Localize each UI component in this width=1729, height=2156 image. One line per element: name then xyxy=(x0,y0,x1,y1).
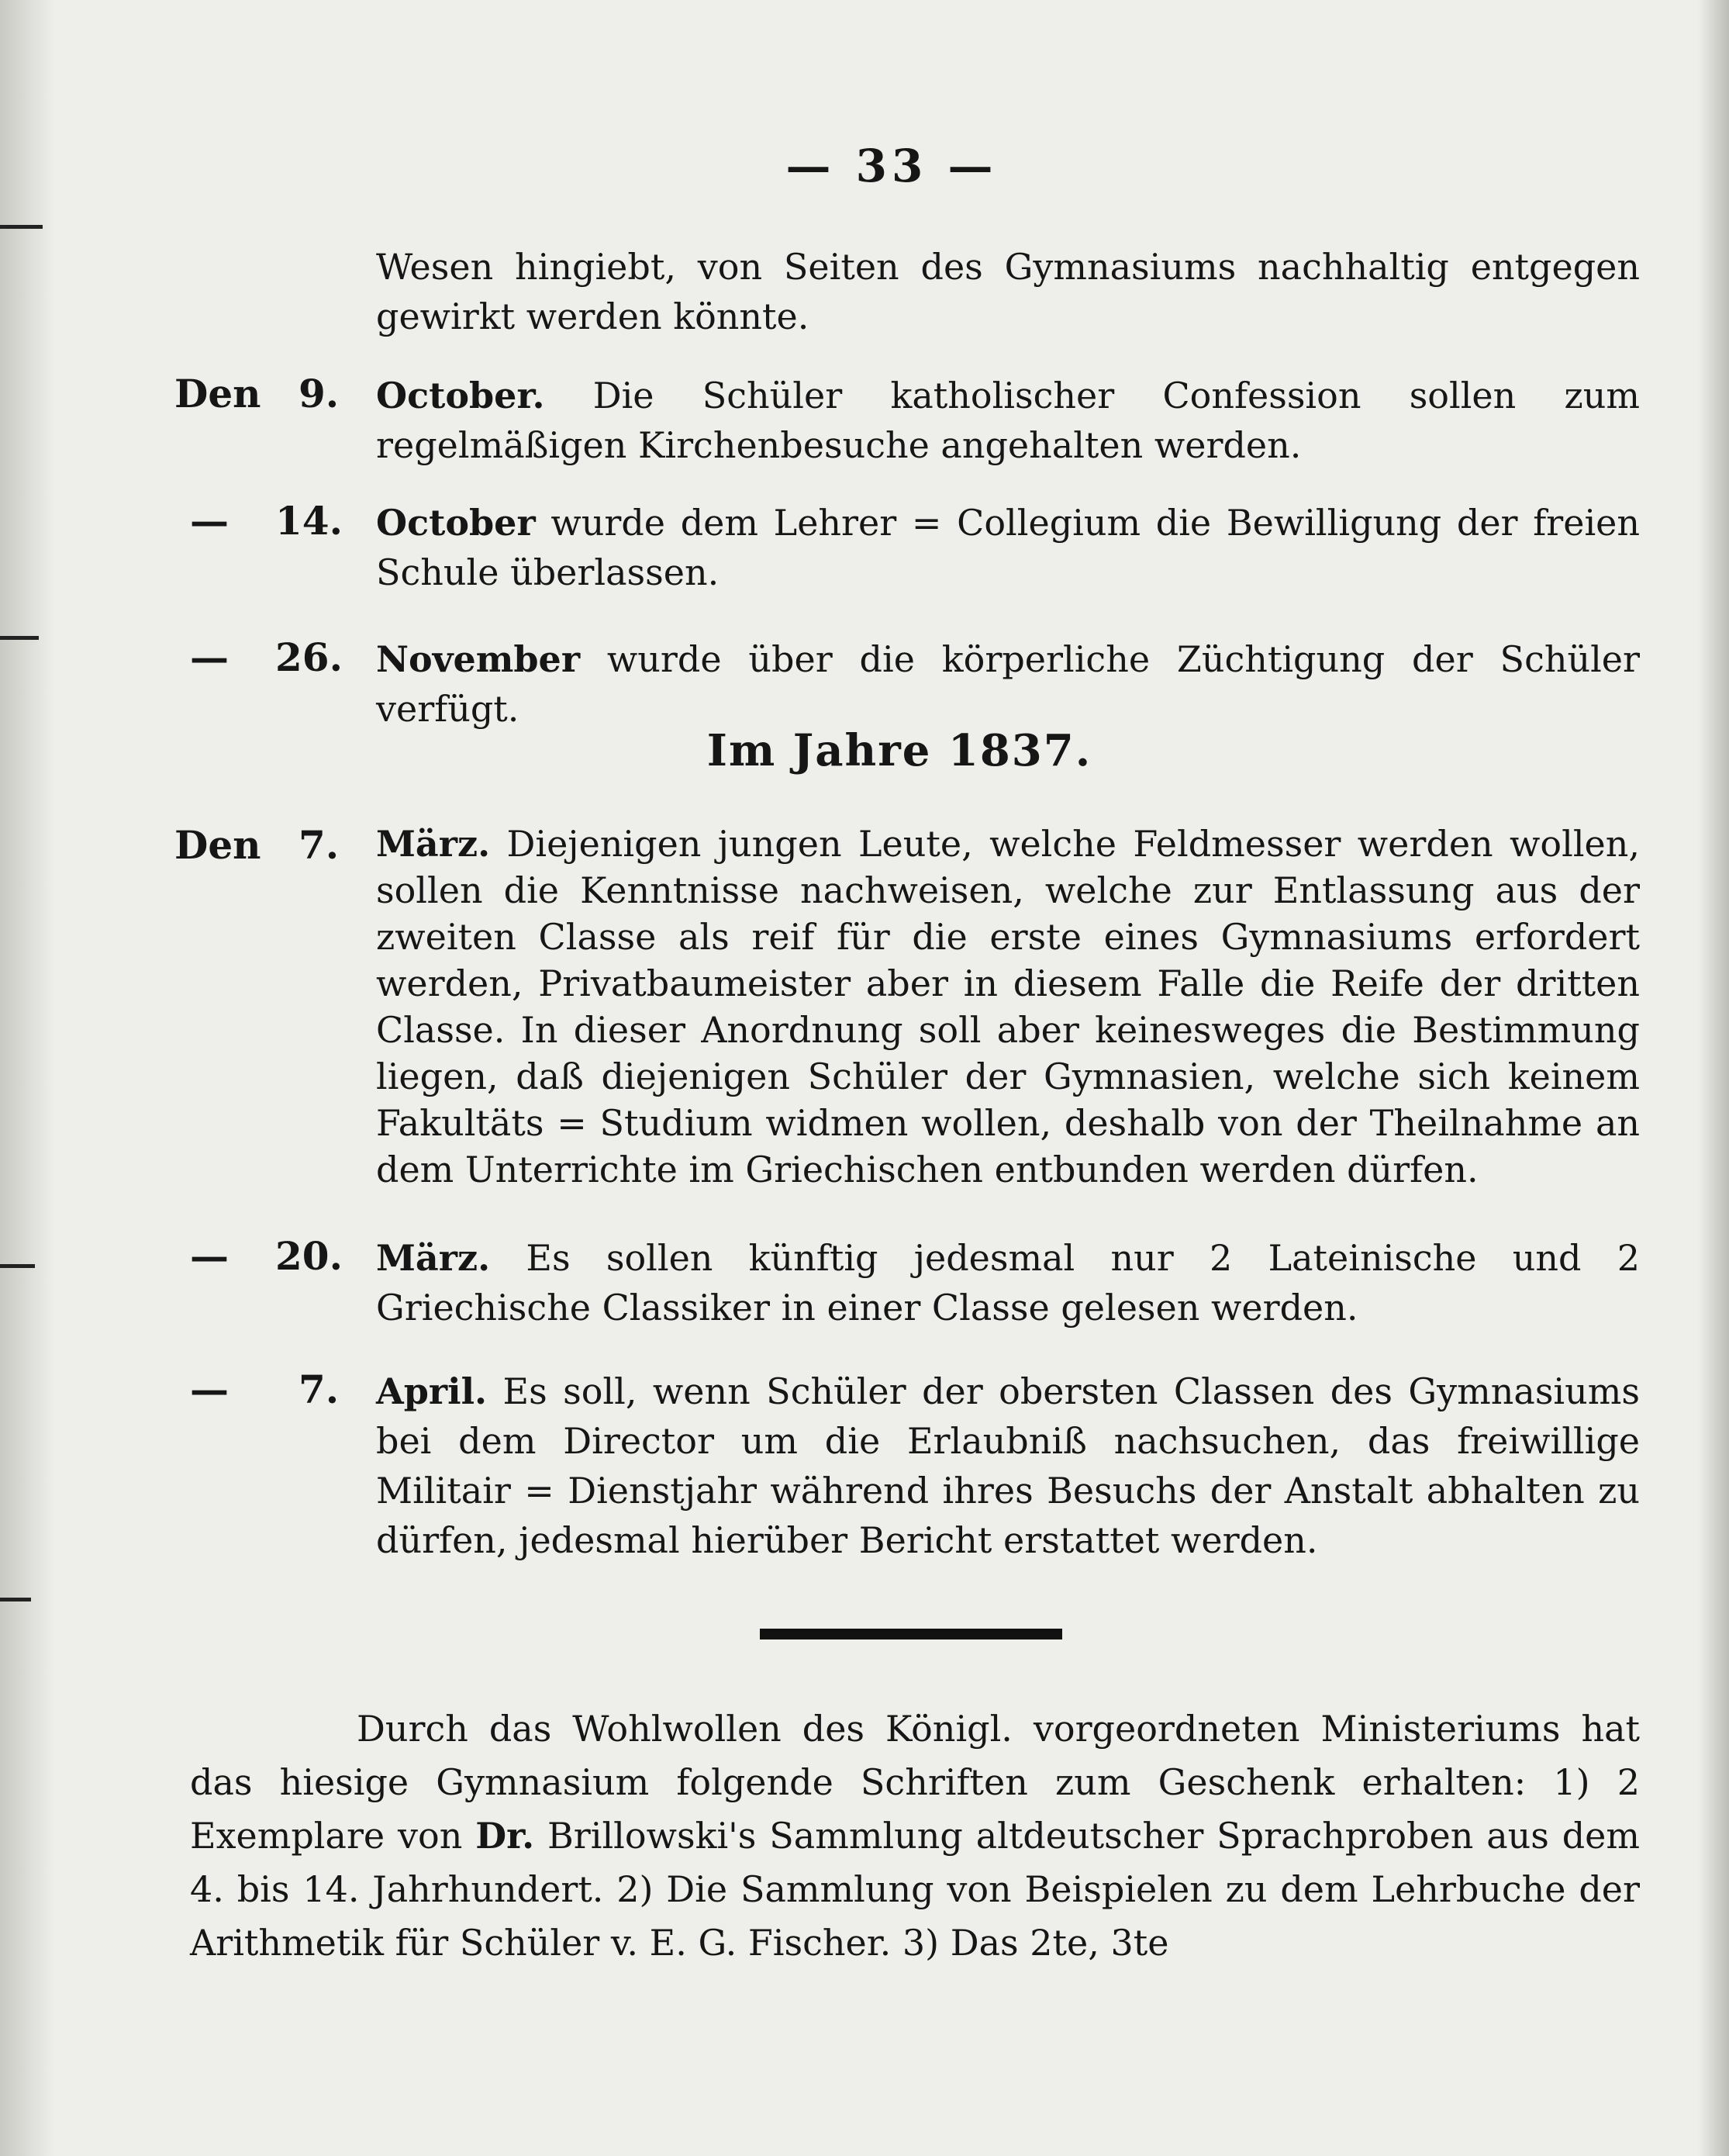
continuation-paragraph: Wesen hingiebt, von Seiten des Gymnasiums nachhaltig entgegen gewirkt werden könnte. xyxy=(376,246,1640,337)
entry-text: Es sollen künftig jedesmal nur 2 Lateinische und 2 Griechische Classiker in einer Classe gelesen werden. xyxy=(376,1237,1641,1328)
edge-mark xyxy=(0,225,43,229)
entry-paragraph xyxy=(376,498,1640,597)
entry-paragraph xyxy=(376,1233,1640,1332)
entry-prefix: — xyxy=(190,1233,229,1279)
entry-prefix: — xyxy=(190,498,229,544)
entry-paragraph xyxy=(376,821,1640,1193)
entry-text: Die Schüler katholischer Confession sollen zum regelmäßigen Kirchenbesuche angehalten werden. xyxy=(376,375,1640,466)
gift-text: Durch das Wohlwollen des Königl. vorgeordneten Ministeriums hat das hiesige Gymnasium folgende Schriften zum Geschenk erhalten: 1) 2 Exemplare von xyxy=(190,1708,1640,1857)
entry-day: 7. xyxy=(299,822,340,868)
entry-paragraph xyxy=(376,634,1640,734)
gift-dr: Dr. xyxy=(475,1815,535,1857)
page-shadow-left xyxy=(0,0,54,2156)
entry-prefix: Den xyxy=(174,371,261,416)
entry-month: April. xyxy=(376,1370,488,1412)
entry-day: 20. xyxy=(275,1233,343,1279)
entry-text: Diejenigen jungen Leute, welche Feldmesser werden wollen, sollen die Kenntnisse nachweisen, welche zur Entlassung aus der zweiten Classe als reif für die erste eines Gymnasiums erfordert werden, Privatbaumeister aber in diesem Falle die Reife der dritten Classe. In dieser Anordnung soll aber keinesweges die Bestimmung liegen, daß diejenigen Schüler der Gymnasien, welche sich keinem Fakultäts = Studium widmen wollen, deshalb von der Theilnahme an dem Unterrichte im Griechischen entbunden werden dürfen. xyxy=(376,823,1640,1190)
entry-paragraph xyxy=(376,371,1640,470)
edge-mark xyxy=(0,1264,35,1268)
edge-mark xyxy=(0,636,39,640)
entry-text: wurde dem Lehrer = Collegium die Bewilligung der freien Schule überlassen. xyxy=(376,502,1641,593)
entry-day: 14. xyxy=(275,498,343,544)
page-shadow-right xyxy=(1698,0,1729,2156)
entry-day: 9. xyxy=(299,371,340,416)
gift-text: Brillowski's Sammlung altdeutscher Sprachproben aus dem 4. bis 14. Jahrhundert. 2) Die Sammlung von Beispielen zu dem Lehrbuche der Arithmetik für Schüler v. E. G. Fischer. 3) Das 2te, 3te xyxy=(190,1815,1640,1964)
entry-prefix: — xyxy=(190,1367,229,1412)
entry-month: October. xyxy=(376,375,545,416)
entry-paragraph xyxy=(376,1367,1640,1565)
entry-month: November xyxy=(376,638,581,680)
entry-prefix: Den xyxy=(174,822,261,868)
year-heading: Im Jahre 1837. xyxy=(706,725,1092,776)
entry-day: 7. xyxy=(299,1367,340,1412)
entry-month: October xyxy=(376,502,536,544)
edge-mark xyxy=(0,1598,31,1601)
section-divider xyxy=(760,1629,1062,1639)
page-number: — 33 — xyxy=(785,140,998,192)
entry-text: Es soll, wenn Schüler der obersten Classen des Gymnasiums bei dem Director um die Erlaubniß nachsuchen, das freiwillige Militair = Dienstjahr während ihres Besuchs der Anstalt abhalten zu dürfen, jedesmal hierüber Bericht erstattet werden. xyxy=(376,1370,1640,1561)
entry-month: März. xyxy=(376,1237,491,1279)
gift-paragraph xyxy=(190,1702,1640,1970)
entry-month: März. xyxy=(376,823,491,865)
entry-prefix: — xyxy=(190,634,229,680)
entry-day: 26. xyxy=(275,634,343,680)
entry-text: wurde über die körperliche Züchtigung der Schüler verfügt. xyxy=(376,638,1641,730)
